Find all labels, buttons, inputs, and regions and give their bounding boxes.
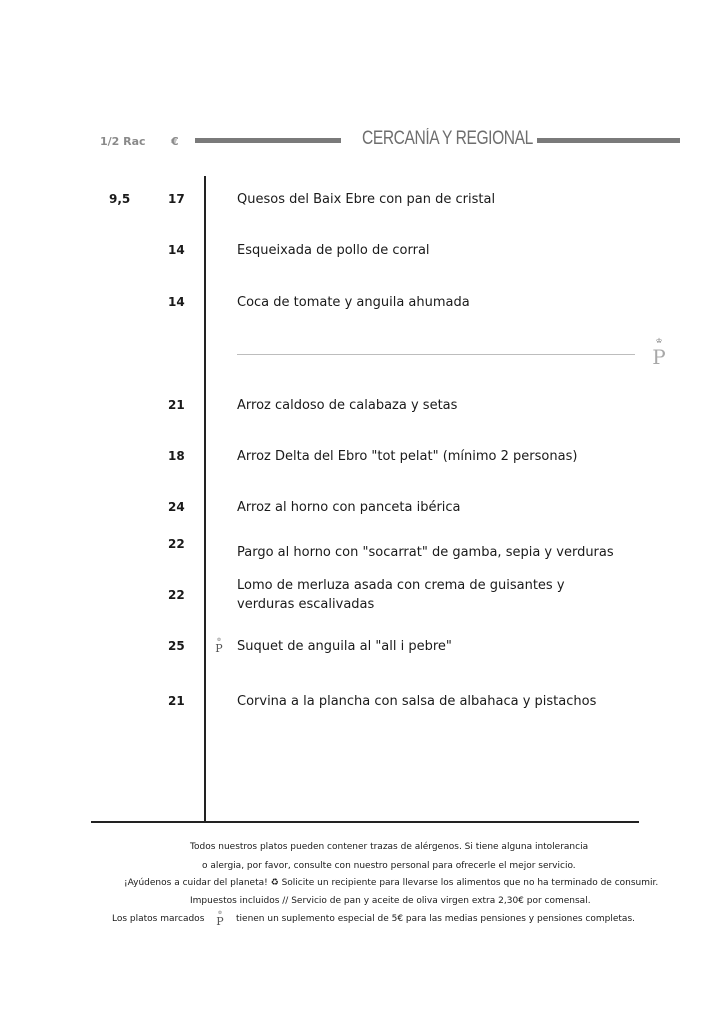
header-bar-right [537, 138, 680, 143]
section-separator [237, 354, 635, 355]
allergen-notice: Todos nuestros platos pueden contener trazas de alérgenos. Si tiene alguna intolerancia [190, 842, 589, 852]
crown-p-mark-icon: ♔ P [216, 910, 224, 928]
dish-name: Corvina a la plancha con salsa de albahaca y pistachos [237, 694, 597, 709]
crown-p-mark-icon: ♔ P [215, 637, 223, 655]
price: 25 [168, 639, 185, 653]
dish-name: Arroz al horno con panceta ibérica [237, 500, 461, 515]
dish-name: Arroz caldoso de calabaza y setas [237, 398, 458, 413]
planet-notice: ¡Ayúdenos a cuidar del planeta! ♻ Solicite un recipiente para llevarse los alimentos que no ha terminado de consumir. [124, 878, 659, 888]
dish-name: Coca de tomate y anguila ahumada [237, 295, 470, 310]
dish-name: Quesos del Baix Ebre con pan de cristal [237, 192, 496, 207]
dish-name: Esqueixada de pollo de corral [237, 243, 430, 258]
currency-header: € [171, 135, 179, 148]
recycle-icon: ♻ [270, 878, 279, 888]
footer-divider [91, 821, 639, 823]
section-title: CERCANÍA Y REGIONAL [362, 128, 533, 149]
price: 22 [168, 537, 185, 551]
price: 22 [168, 588, 185, 602]
price: 21 [168, 694, 185, 708]
price: 18 [168, 449, 185, 463]
dish-name: Arroz Delta del Ebro "tot pelat" (mínimo 2 personas) [237, 449, 578, 464]
price: 14 [168, 243, 185, 257]
dish-name: Suquet de anguila al "all i pebre" [237, 639, 452, 654]
dish-name: Pargo al horno con "socarrat" de gamba, sepia y verduras [237, 545, 614, 560]
supplement-notice: tienen un suplemento especial de 5€ para las medias pensiones y pensiones completas. [236, 914, 636, 924]
header-bar-left [195, 138, 341, 143]
allergen-notice-2: o alergia, por favor, consulte con nuestro personal para ofrecerle el mejor servicio. [202, 861, 576, 871]
tax-notice: Impuestos incluidos // Servicio de pan y aceite de oliva virgen extra 2,30€ por comensal. [190, 896, 591, 906]
half-price: 9,5 [109, 192, 131, 206]
price: 14 [168, 295, 185, 309]
half-portion-header: 1/2 Rac [100, 135, 146, 148]
price: 17 [168, 192, 185, 206]
dish-name: Lomo de merluza asada con crema de guisantes y verduras escalivadas [237, 578, 565, 612]
price: 24 [168, 500, 185, 514]
crown-p-mark-icon: ♔ P [652, 337, 666, 369]
column-divider [204, 176, 206, 822]
price: 21 [168, 398, 185, 412]
supplement-notice-label: Los platos marcados [112, 914, 205, 924]
